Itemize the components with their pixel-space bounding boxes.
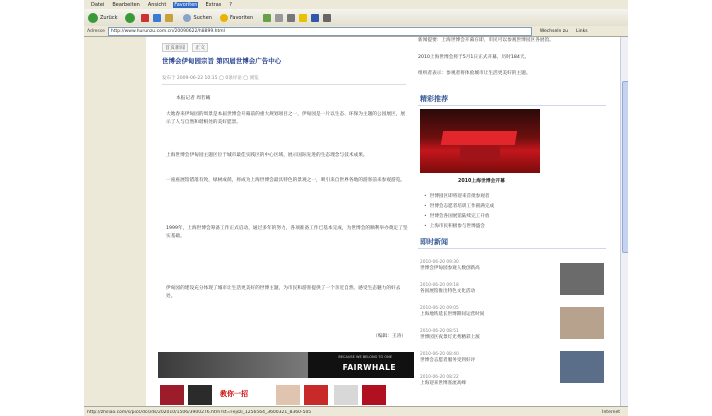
star-icon <box>220 14 228 22</box>
stop-icon[interactable] <box>141 14 149 22</box>
list-item[interactable]: • 世博会志愿者培训工作圆满完成 <box>424 203 494 209</box>
breadcrumb-item[interactable]: 正文 <box>192 43 208 52</box>
article-paragraph: 大地春来伊甸园的周景是本届世博会开幕前的重大规划项目之一，伊甸园是一片以生态、环保为主题的公园展区，展示了人与自然和谐相处的美好愿景。 <box>166 112 406 126</box>
menu-view[interactable]: Ansicht <box>147 1 167 8</box>
author-line: 本报记者 周若曦 <box>176 96 211 101</box>
menu-file[interactable]: Datei <box>91 1 105 8</box>
status-bar <box>84 406 628 416</box>
list-item[interactable]: • 上海市民积极参与世博盛会 <box>424 223 485 229</box>
address-label: Adresse <box>87 28 105 34</box>
page-margin <box>0 37 62 406</box>
ad-text: 教你一招 <box>220 390 248 398</box>
menu-edit[interactable]: Bearbeiten <box>112 1 140 8</box>
sidebar-text: 新闻提要：上海世博会开幕在即，市民可以参观世博园区各展馆。 <box>418 38 554 43</box>
news-item[interactable]: 2010-06-20 08:51 世博园区夜景灯光秀精彩上演 <box>420 329 480 340</box>
list-item[interactable]: • 世博会各国展馆陆续完工开放 <box>424 213 489 219</box>
sidebar-text: 组织者表示：参观者将体验城市让生活更美好的主题。 <box>418 71 531 76</box>
history-icon[interactable] <box>263 14 271 22</box>
print-icon[interactable] <box>287 14 295 22</box>
article-paragraph: 伊甸园的建设充分体现了城市让生活更美好的世博主题，为市民和游客提供了一个亲近自然、感受生态魅力的好去处。 <box>166 286 401 300</box>
edit-icon[interactable] <box>299 14 307 22</box>
divider <box>162 84 406 85</box>
address-input[interactable]: http://www.hurunzu.com.cn/20090622/h8899.html <box>108 27 532 36</box>
home-icon[interactable] <box>165 14 173 22</box>
links-button[interactable]: Links <box>575 28 588 34</box>
browser-window <box>84 0 628 416</box>
menu-tools[interactable]: Extras <box>205 1 222 8</box>
ad-thumbnail <box>362 385 386 405</box>
news-item[interactable]: 2010-06-20 08:22 上海迎来世博客流高峰 <box>420 375 466 386</box>
menu-help[interactable]: ? <box>229 1 232 8</box>
ad-thumbnail <box>276 385 300 405</box>
search-button[interactable]: Suchen <box>183 14 212 22</box>
news-thumbnail[interactable] <box>560 351 604 383</box>
ad-thumbnail <box>160 385 184 405</box>
banner-ad[interactable] <box>158 352 414 378</box>
forward-arrow-icon[interactable] <box>125 13 135 23</box>
product-ad-strip[interactable] <box>158 383 414 406</box>
ad-thumbnail <box>188 385 212 405</box>
ad-photo <box>158 352 308 378</box>
toolbar <box>84 9 628 26</box>
search-icon <box>183 14 191 22</box>
security-zone: Internet <box>602 409 620 415</box>
messenger-icon[interactable] <box>311 14 319 22</box>
photo-caption[interactable]: 2010上海世博会开幕 <box>458 179 505 184</box>
menu-bar <box>84 0 628 9</box>
news-item[interactable]: 2010-06-20 08:40 世博会志愿者服务受到好评 <box>420 352 476 363</box>
back-button[interactable]: Zurück <box>88 13 117 23</box>
ad-slogan: BECAUSE WE BELONG TO ONE <box>338 355 392 359</box>
address-bar <box>84 26 628 37</box>
ad-thumbnail <box>334 385 358 405</box>
section-title-news: 即时新闻 <box>420 238 448 246</box>
menu-favorites[interactable]: Favoriten <box>174 1 198 8</box>
mail-icon[interactable] <box>275 14 283 22</box>
back-arrow-icon <box>88 13 98 23</box>
vertical-scrollbar[interactable] <box>620 37 628 406</box>
news-item[interactable]: 2010-06-20 09:30 世博会伊甸园参观人数创新高 <box>420 260 480 271</box>
go-button[interactable]: Wechseln zu <box>539 28 568 34</box>
article-paragraph: 一座座展馆错落有致，绿树成荫，将成为上海世博会最具特色的景观之一，吸引来自世界各地的游客前来参观游览。 <box>166 178 406 183</box>
news-item[interactable]: 2010-06-20 09:05 上海地铁延长世博期间运营时间 <box>420 306 485 317</box>
refresh-icon[interactable] <box>153 14 161 22</box>
sidebar <box>418 37 618 406</box>
research-icon[interactable] <box>323 14 331 22</box>
favorites-button[interactable]: Favoriten <box>220 14 253 22</box>
pavilion-base <box>460 145 500 161</box>
editor-note: （编辑：王涛） <box>373 334 406 339</box>
ad-brand: FAIRWHALE <box>342 363 396 372</box>
ad-thumbnail <box>304 385 328 405</box>
article-paragraph: 1999年，上海世博会筹备工作正式启动，通过多年的努力，各项准备工作已基本完成，为世博会的顺利举办奠定了坚实基础。 <box>166 226 408 240</box>
divider <box>418 105 606 106</box>
breadcrumb-item[interactable]: 首页新闻 <box>162 43 188 52</box>
pavilion-roof <box>441 131 517 145</box>
breadcrumb <box>162 43 212 52</box>
article-meta: 发布于 2009-06-22 10:15 ◯ 0条评论 ◯ 浏览 <box>162 76 259 81</box>
article-title: 世博会伊甸园宗旨 第四届世博会广告中心 <box>162 57 282 65</box>
status-text: http://zhiliao.com/s/pics/dcs/ds/202010/1506/3900276.htm?st=Fejszi_1256564_3600321_8360-505 <box>87 409 312 415</box>
scrollbar-thumb[interactable] <box>622 81 628 253</box>
article-column <box>156 37 414 406</box>
list-item[interactable]: • 世博园区即将迎来首批参观者 <box>424 193 489 199</box>
news-item[interactable]: 2010-06-20 09:18 各国展馆推出特色文化活动 <box>420 283 476 294</box>
page-content <box>146 37 628 406</box>
divider <box>418 248 606 249</box>
article-paragraph: 上海世博会伊甸园主题区位于城市最佳实践区的中心区域，展示国际先进的生态理念与技术成果。 <box>166 153 368 158</box>
sidebar-text: 2010上海世博会将于5月1日正式开幕，历时184天。 <box>418 55 530 60</box>
section-title-recommend: 精彩推荐 <box>420 95 448 103</box>
news-thumbnail[interactable] <box>560 307 604 339</box>
featured-photo[interactable] <box>420 109 540 173</box>
news-thumbnail[interactable] <box>560 263 604 295</box>
